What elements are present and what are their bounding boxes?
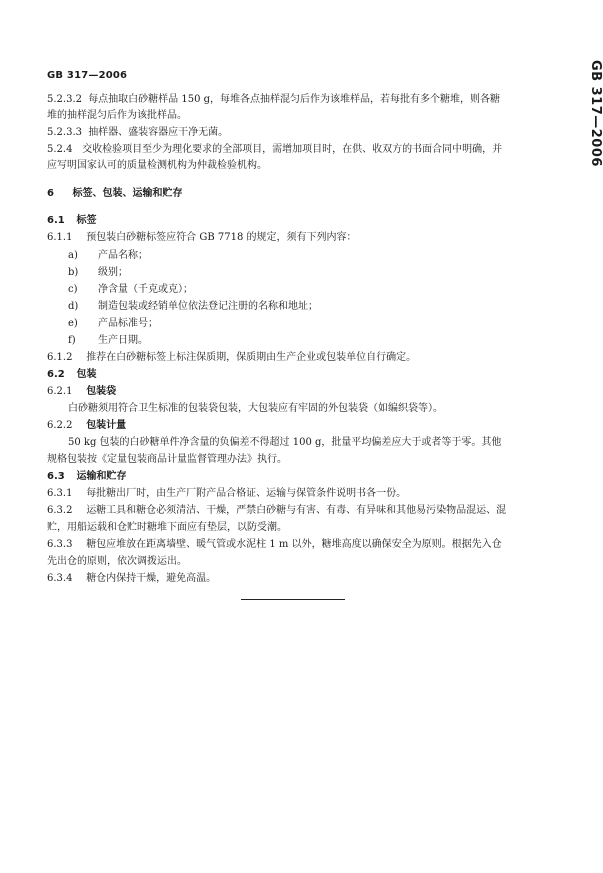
clause-text: 糖包应堆放在距离墙壁、暖气管或水泥柱 1 m 以外，糖堆高度以确保安全为原则。根据先入仓: [86, 539, 502, 550]
clause-6-2-2-cont: 规格包装按《定量包装商品计量监督管理办法》执行。: [47, 454, 287, 465]
clause-number: 5.2.3.3: [47, 127, 82, 138]
subsection-number: 6.2: [47, 369, 65, 380]
subsection-title: 包装: [76, 369, 97, 380]
clause-number: 5.2.3.2: [47, 94, 82, 105]
list-item-text: 级别；: [98, 267, 128, 278]
subsection-6-3-heading: [47, 469, 126, 485]
clause-text: 抽样器、盛装容器应干净无菌。: [88, 127, 229, 138]
clause-6-2-1: [47, 384, 116, 400]
clause-6-3-3-cont: 先出仓的原则，依次调拨运出。: [47, 556, 187, 567]
list-item-text: 产品名称；: [98, 250, 148, 261]
clause-text: 交收检验项目至少为理化要求的全部项目，需增加项目时，在供、收双方的书面合同中明确，并: [82, 144, 503, 155]
list-item: [68, 265, 128, 281]
clause-text: 预包装白砂糖标签应符合 GB 7718 的规定，须有下列内容：: [86, 232, 357, 243]
list-item: [68, 282, 193, 298]
clause-number: 6.2.1: [47, 386, 73, 397]
list-item: [68, 248, 148, 264]
clause-6-2-2-text: 50 kg 包装的白砂糖单件净含量的负偏差不得超过 100 g，批量平均偏差应大于或者等于零。其他: [68, 437, 502, 448]
subsection-number: 6.3: [47, 471, 65, 482]
subsection-6-1-heading: [47, 213, 96, 229]
clause-text: 糖仓内保持干燥，避免高温。: [86, 573, 217, 584]
list-item-text: 制造包装或经销单位依法登记注册的名称和地址；: [98, 301, 318, 312]
list-item-text: 生产日期。: [98, 335, 148, 346]
clause-number: 6.3.2: [47, 505, 73, 516]
clause-text: 推荐在白砂糖标签上标注保质期，保质期由生产企业或包装单位自行确定。: [86, 352, 417, 363]
clause-number: 6.1.2: [47, 352, 73, 363]
section-title: 标签、包装、运输和贮存: [72, 188, 183, 199]
clause-6-3-2-cont: 贮，用船运载和仓贮时糖堆下面应有垫层，以防受潮。: [47, 522, 287, 533]
clause-5-2-3-2-cont: 堆的抽样混匀后作为该批样品。: [47, 110, 187, 121]
clause-5-2-3-2: [47, 92, 500, 108]
clause-number: 6.2.2: [47, 420, 73, 431]
clause-text: 运糖工具和糖仓必须清洁、干燥，严禁白砂糖与有害、有毒、有异味和其他易污染物品混运、混: [86, 505, 507, 516]
clause-number: 6.1.1: [47, 232, 73, 243]
clause-6-1-2: [47, 350, 416, 366]
clause-title: 包装袋: [86, 386, 117, 397]
clause-number: 6.3.3: [47, 539, 73, 550]
clause-text: 每点抽取白砂糖样品 150 g，每堆各点抽样混匀后作为该堆样品，若每批有多个糖堆，则各糖: [88, 94, 501, 105]
list-item-text: 产品标准号；: [98, 318, 158, 329]
clause-6-3-2: [47, 503, 506, 519]
subsection-number: 6.1: [47, 215, 65, 226]
clause-number: 6.3.1: [47, 488, 73, 499]
list-item-label: e): [68, 318, 78, 329]
list-item: [68, 333, 148, 349]
clause-5-2-4: [47, 142, 502, 158]
list-item: [68, 299, 318, 315]
clause-6-2-2: [47, 418, 126, 434]
section-number: 6: [47, 188, 54, 199]
clause-5-2-4-cont: 应写明国家认可的质量检测机构为仲裁检验机构。: [47, 160, 267, 171]
clause-6-2-1-text: 白砂糖须用符合卫生标准的包装袋包装，大包装应有牢固的外包装袋（如编织袋等）。: [68, 403, 443, 414]
side-document-code: GB 317—2006: [588, 60, 603, 167]
end-divider: [241, 599, 345, 600]
subsection-title: 运输和贮存: [76, 471, 127, 482]
clause-text: 每批糖出厂时，由生产厂附产品合格证、运输与保管条件说明书各一份。: [86, 488, 407, 499]
list-item-label: b): [68, 267, 79, 278]
clause-6-1-1: [47, 230, 357, 246]
clause-number: 6.3.4: [47, 573, 73, 584]
subsection-title: 标签: [76, 215, 97, 226]
clause-title: 包装计量: [86, 420, 127, 431]
clause-5-2-3-3: [47, 125, 228, 141]
section-6-heading: [47, 186, 182, 202]
list-item: [68, 316, 158, 332]
clause-6-3-3: [47, 537, 502, 553]
document-code: GB 317—2006: [47, 70, 128, 81]
list-item-label: f): [68, 335, 76, 346]
list-item-label: d): [68, 301, 79, 312]
clause-6-3-4: [47, 571, 216, 587]
subsection-6-2-heading: [47, 367, 96, 383]
list-item-label: a): [68, 250, 78, 261]
list-item-text: 净含量（千克或克）；: [98, 284, 193, 295]
clause-number: 5.2.4: [47, 144, 73, 155]
clause-6-3-1: [47, 486, 406, 502]
list-item-label: c): [68, 284, 78, 295]
